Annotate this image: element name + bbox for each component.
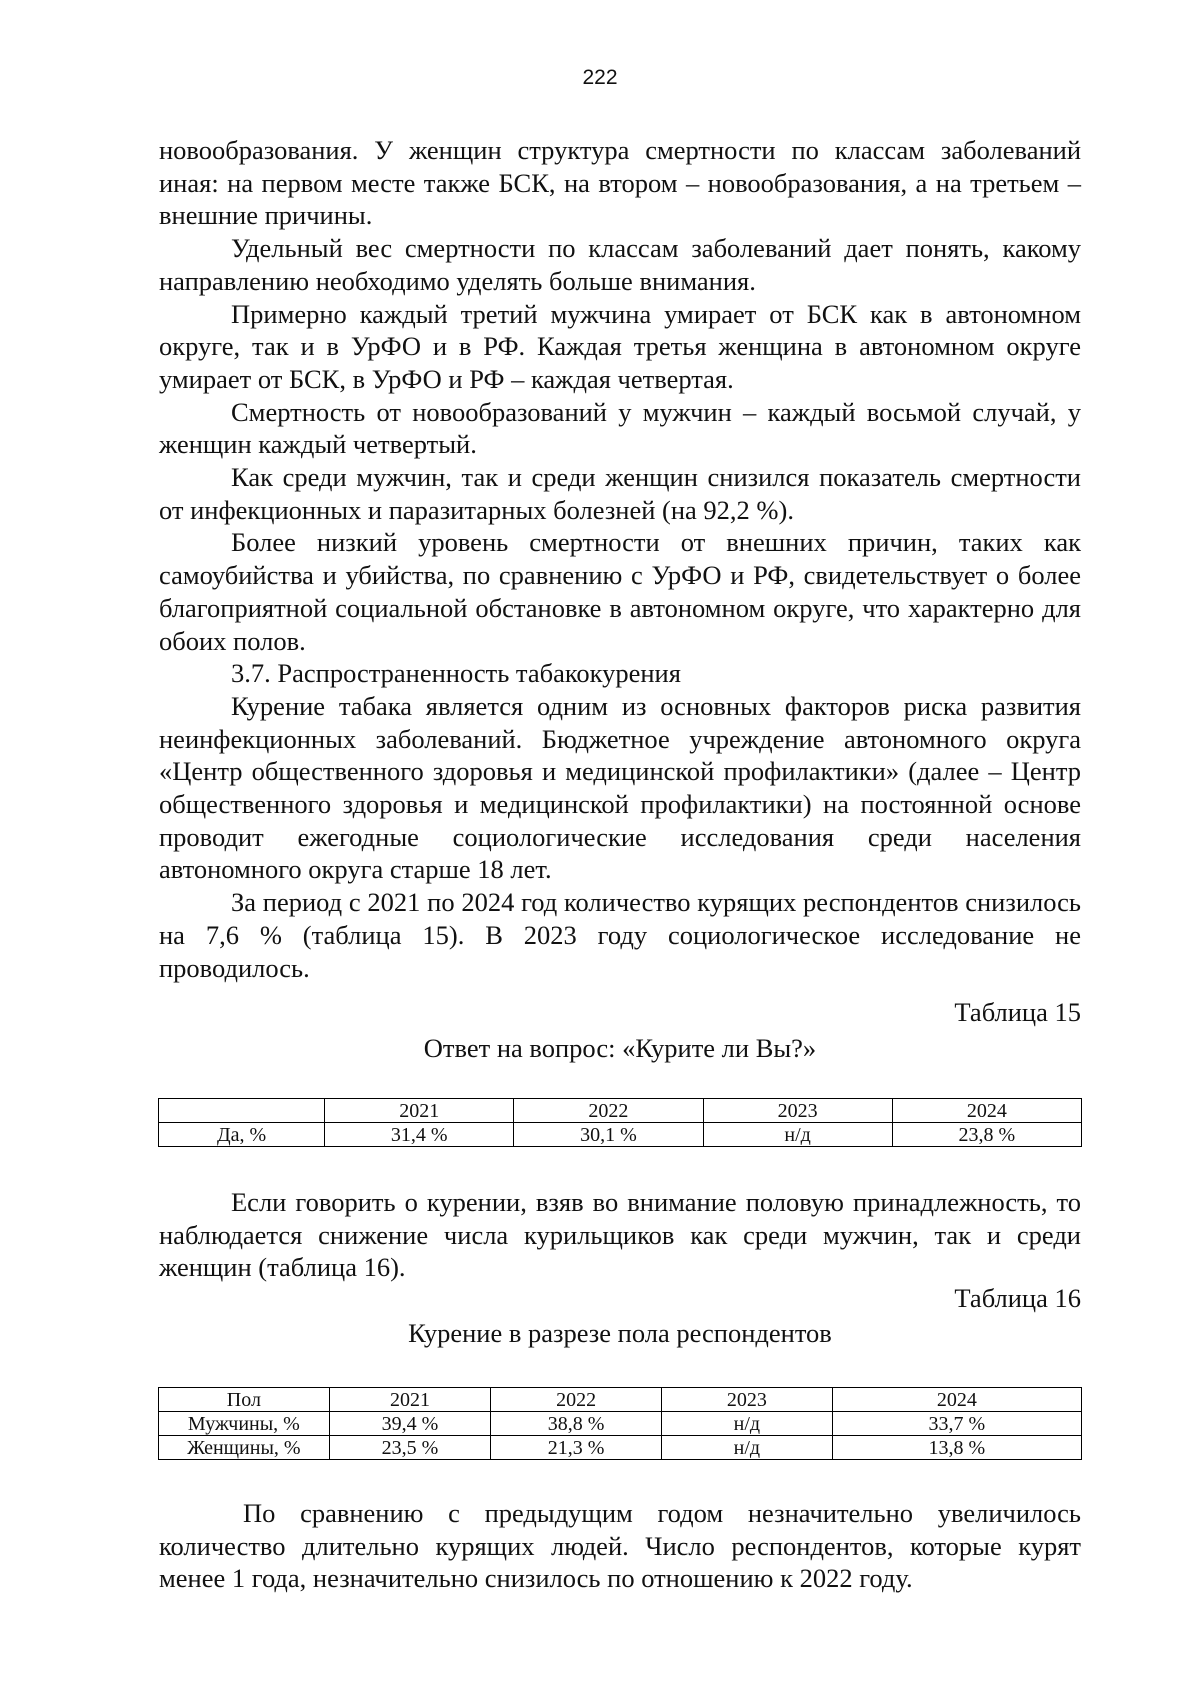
table-cell: н/д (703, 1123, 892, 1147)
table-15 (158, 1098, 1082, 1147)
table-cell: 2023 (703, 1099, 892, 1123)
table-cell: н/д (662, 1436, 833, 1460)
table-cell: 30,1 % (514, 1123, 703, 1147)
table-cell: 23,8 % (892, 1123, 1081, 1147)
paragraph: Как среди мужчин, так и среди женщин снизился показатель смертности от инфекционных и паразитарных болезней (на 92,2 %). (159, 462, 1081, 525)
table-cell: 21,3 % (491, 1436, 662, 1460)
table-cell: Пол (159, 1388, 330, 1412)
paragraph: По сравнению с предыдущим годом незначительно увеличилось количество длительно курящих людей. Число респондентов, которые курят менее 1 года, незначительно снизилось по отношению к 2022 году. (159, 1498, 1081, 1594)
paragraph: Удельный вес смертности по классам заболеваний дает понять, какому направлению необходимо уделять больше внимания. (159, 233, 1081, 296)
table-header-row (159, 1388, 1082, 1412)
table-row (159, 1123, 1082, 1147)
table-header-row (159, 1099, 1082, 1123)
table-15-number: Таблица 15 (954, 997, 1081, 1027)
table-cell: 2021 (325, 1099, 514, 1123)
table-cell: 2022 (514, 1099, 703, 1123)
table-row (159, 1436, 1082, 1460)
paragraph: Курение табака является одним из основных факторов риска развития неинфекционных заболеваний. Бюджетное учреждение автономного округа «Центр общественного здоровья и медицинской профилактики» (далее – Центр общественного здоровья и медицинской профилактики) на постоянной основе проводит ежегодные социологические исследования среди населения автономного округа старше 18 лет. (159, 690, 1081, 885)
paragraph: Более низкий уровень смертности от внешних причин, таких как самоубийства и убийства, по сравнению с УрФО и РФ, свидетельствует о более благоприятной социальной обстановке в автономном округе, что характерно для обоих полов. (159, 527, 1081, 656)
table-cell: 38,8 % (491, 1412, 662, 1436)
section-heading: 3.7. Распространенность табакокурения (231, 658, 681, 689)
paragraph: Примерно каждый третий мужчина умирает от БСК как в автономном округе, так и в УрФО и в РФ. Каждая третья женщина в автономном округе умирает от БСК, в УрФО и РФ – каждая четвертая. (159, 298, 1081, 394)
body-text (159, 134, 1081, 984)
page-number: 222 (582, 66, 618, 89)
bottom-text (159, 1497, 1081, 1595)
table-cell: 23,5 % (329, 1436, 491, 1460)
table-cell: 31,4 % (325, 1123, 514, 1147)
table-16 (158, 1387, 1082, 1460)
table-15-title: Ответ на вопрос: «Курите ли Вы?» (423, 1033, 817, 1063)
middle-text (159, 1186, 1081, 1284)
paragraph: За период с 2021 по 2024 год количество курящих респондентов снизилось на 7,6 % (таблица 15). В 2023 году социологическое исследование не проводилось. (159, 887, 1081, 983)
table-row (159, 1412, 1082, 1436)
table-cell: 2023 (662, 1388, 833, 1412)
table-cell: 39,4 % (329, 1412, 491, 1436)
paragraph: Если говорить о курении, взяв во внимание половую принадлежность, то наблюдается снижение числа курильщиков как среди мужчин, так и среди женщин (таблица 16). (159, 1187, 1081, 1283)
table-cell: 2024 (832, 1388, 1081, 1412)
table-cell: Да, % (159, 1123, 325, 1147)
table-cell: Женщины, % (159, 1436, 330, 1460)
paragraph: Смертность от новообразований у мужчин – каждый восьмой случай, у женщин каждый четвертый. (159, 396, 1081, 460)
table-cell: н/д (662, 1412, 833, 1436)
table-cell: 33,7 % (832, 1412, 1081, 1436)
table-16-number: Таблица 16 (954, 1283, 1081, 1313)
table-cell: Мужчины, % (159, 1412, 330, 1436)
paragraph: новообразования. У женщин структура смертности по классам заболеваний иная: на первом месте также БСК, на втором – новообразования, а на третьем – внешние причины. (159, 135, 1081, 231)
table-cell (159, 1099, 325, 1123)
table-cell: 13,8 % (832, 1436, 1081, 1460)
table-cell: 2024 (892, 1099, 1081, 1123)
table-cell: 2022 (491, 1388, 662, 1412)
table-16-title: Курение в разрезе пола респондентов (408, 1318, 832, 1348)
table-cell: 2021 (329, 1388, 491, 1412)
